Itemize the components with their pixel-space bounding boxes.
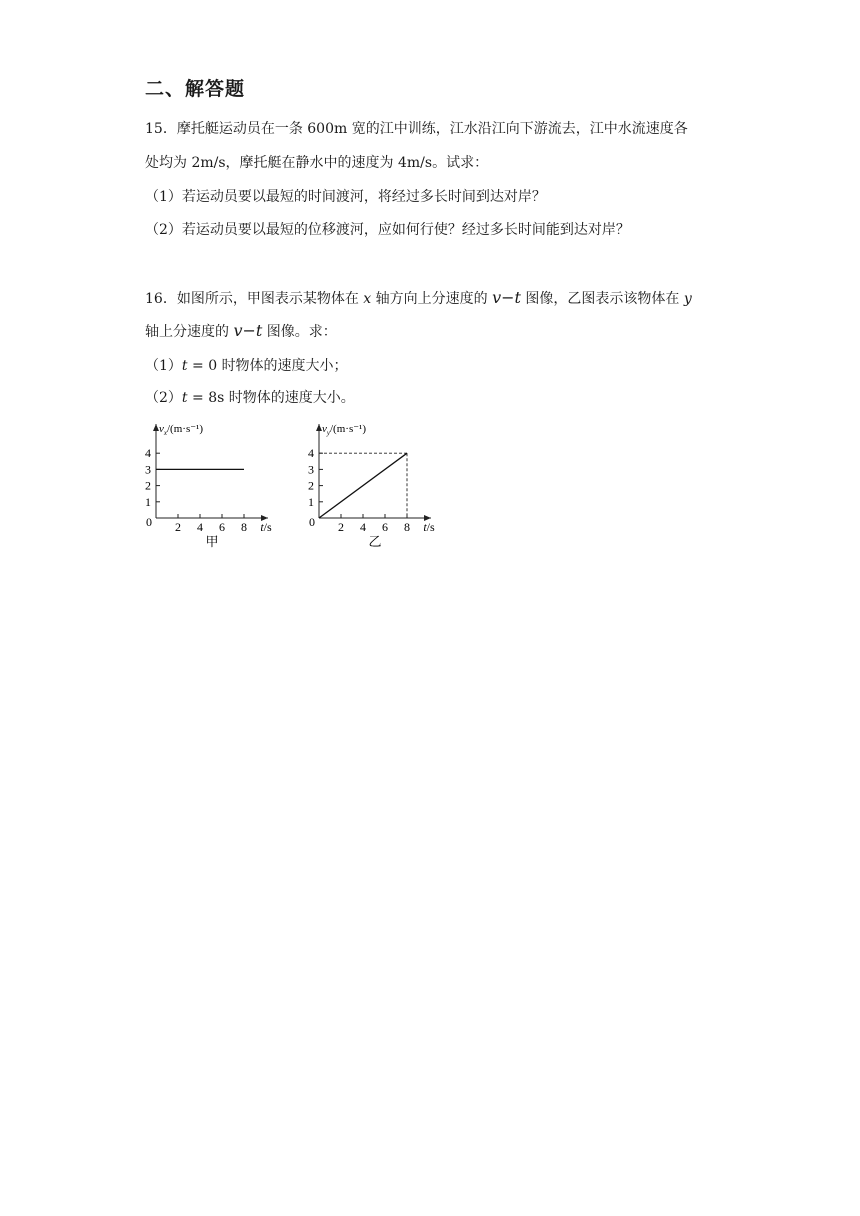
x-axis-label: t/s [260,520,272,534]
y-tick-label: 4 [308,446,314,461]
x-axis-label: t/s [423,520,435,534]
x-tick-label: 6 [382,520,388,534]
x-tick-label: 6 [219,520,225,534]
x-tick-label: 8 [241,520,247,534]
chart-yi [303,418,443,558]
q16-part-2-t: t [181,390,188,406]
chart-jia [140,418,280,558]
q16-line-2 [145,321,337,341]
q16-line-1 [145,288,692,308]
q16-text-e: 图像。求： [262,324,337,340]
q16-part-2-prefix: （2） [145,390,182,406]
x-tick-label: 8 [404,520,410,534]
q15-line-1: 15．摩托艇运动员在一条 600m 宽的江中训练，江水沿江向下游流去，江中水流速度各 [145,121,688,137]
x-tick-label: 4 [197,520,203,534]
q16-vt-1: v−t [492,288,521,307]
q16-text-c: 图像，乙图表示该物体在 [520,291,684,307]
y-axis-label: $v_x/(m\cdot s^{-1})$ [159,423,203,437]
x-tick-label: 4 [360,520,366,534]
origin-label: 0 [309,515,315,529]
y-tick-label: 3 [145,462,151,477]
series-line [319,453,407,518]
q16-text-a: 16．如图所示，甲图表示某物体在 [145,291,364,307]
q16-part-2-suffix: 时物体的速度大小。 [228,390,355,406]
q16-part-1-t: t [181,358,188,374]
y-tick-label: 4 [145,446,151,461]
q16-x-var: x [363,291,372,307]
q16-part-2 [145,387,355,407]
q16-vt-2: v−t [233,321,263,340]
q16-text-d: 轴上分速度的 [145,324,234,340]
q16-part-1-prefix: （1） [145,358,182,374]
q16-y-var: y [683,291,692,307]
y-tick-label: 1 [308,494,314,509]
q15-part-1: （1）若运动员要以最短的时间渡河，将经过多长时间到达对岸？ [145,189,546,205]
y-axis-label: $v_y/(m\cdot s^{-1})$ [322,423,366,437]
y-tick-label: 3 [308,462,314,477]
y-tick-label: 2 [145,478,151,493]
chart-caption: 甲 [205,534,219,549]
chart-caption: 乙 [368,534,382,549]
origin-label: 0 [146,515,152,529]
q16-part-2-eq: = 8s [187,390,229,406]
q15-line-2: 处均为 2m/s，摩托艇在静水中的速度为 4m/s。试求： [145,155,489,171]
q16-part-1 [145,355,348,375]
q16-part-1-eq: = 0 [187,358,222,374]
y-tick-label: 1 [145,494,151,509]
y-tick-label: 2 [308,478,314,493]
x-tick-label: 2 [338,520,344,534]
q16-text-b: 轴方向上分速度的 [371,291,493,307]
section-title: 二、解答题 [145,78,246,100]
q15-part-2: （2）若运动员要以最短的位移渡河，应如何行使？经过多长时间能到达对岸？ [145,222,630,238]
q16-part-1-suffix: 时物体的速度大小； [221,358,348,374]
x-tick-label: 2 [175,520,181,534]
